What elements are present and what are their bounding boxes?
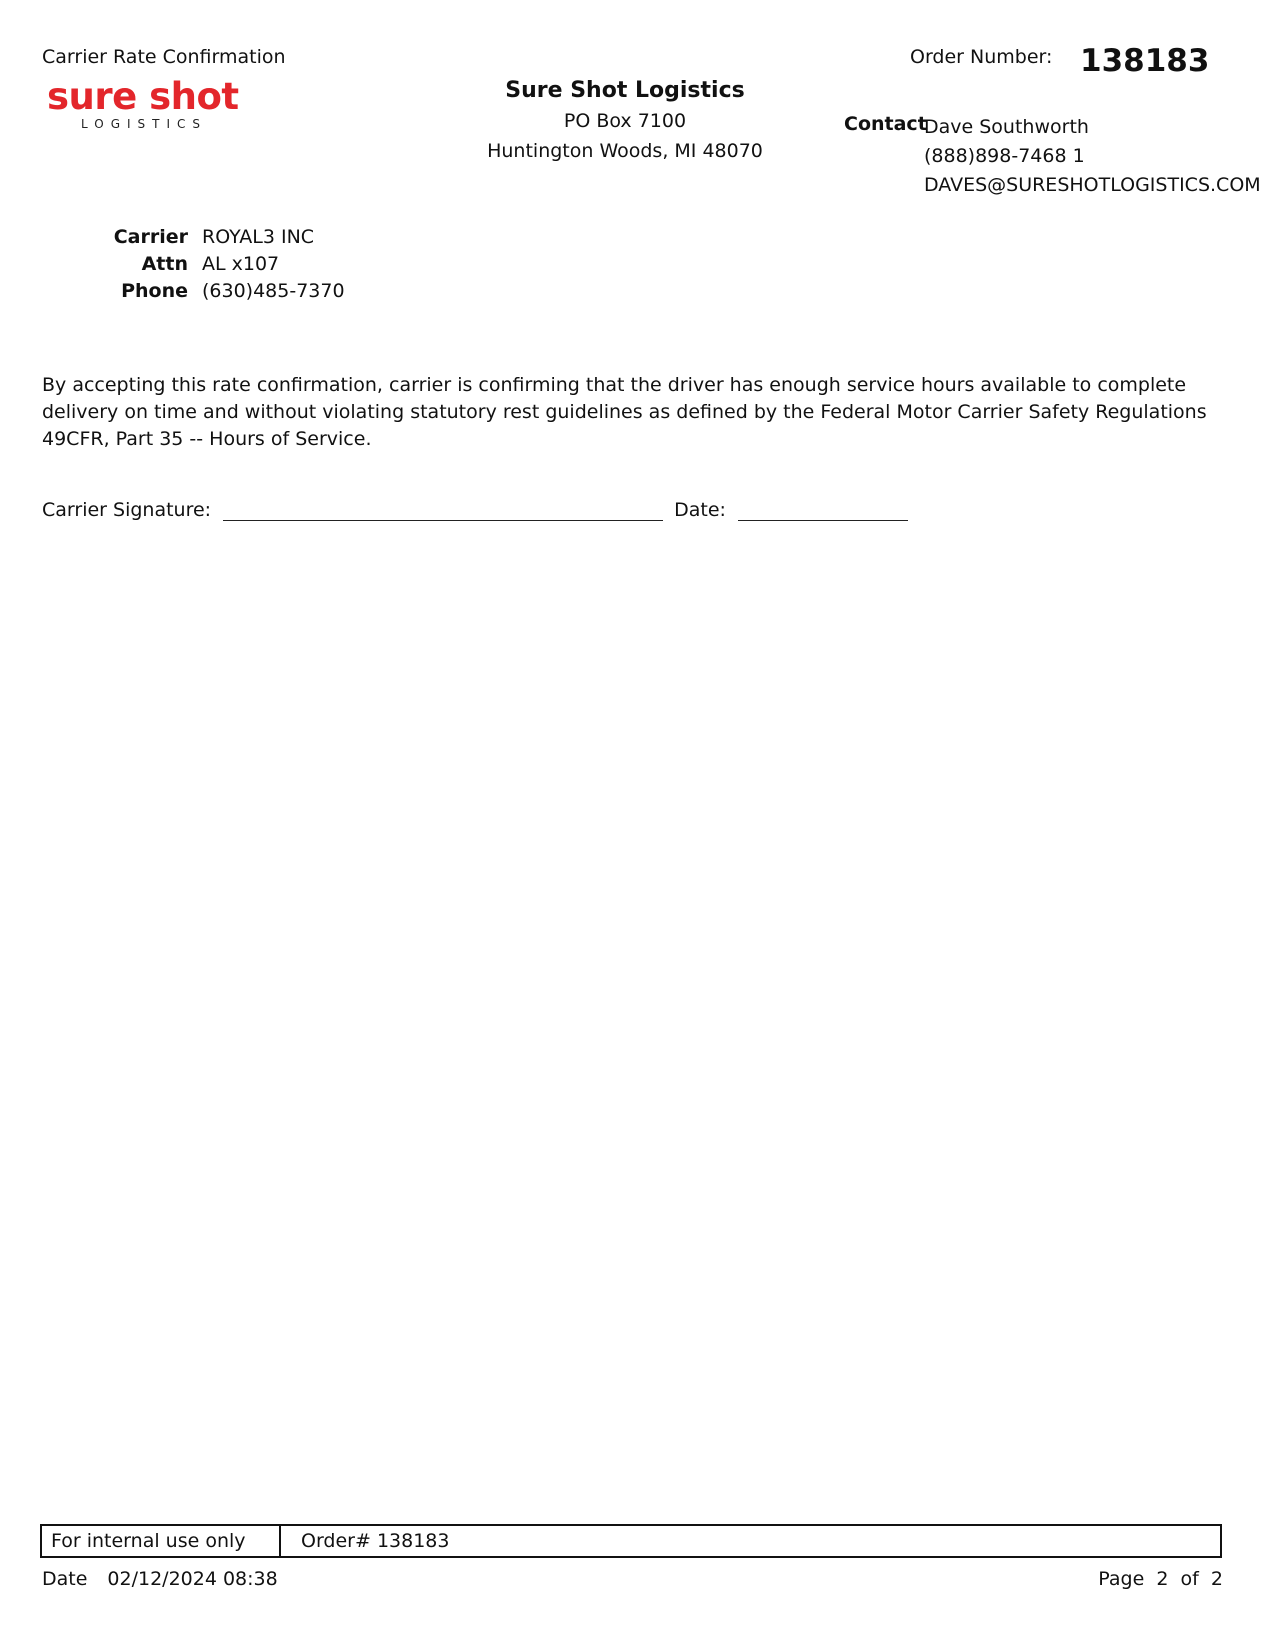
internal-use-box (40, 1524, 1222, 1558)
date-label: Date: (674, 499, 726, 521)
order-number: 138183 (1080, 43, 1210, 79)
phone-value: (630)485-7370 (202, 279, 345, 302)
signature-label: Carrier Signature: (42, 499, 212, 521)
company-name: Sure Shot Logistics (505, 78, 745, 103)
order-number-label: Order Number: (910, 46, 1053, 68)
phone-label: Phone (121, 279, 188, 302)
contact-label: Contact (844, 113, 927, 135)
footer-date-value: 02/12/2024 08:38 (107, 1568, 278, 1590)
contact-name: Dave Southworth (924, 116, 1089, 138)
contact-details (924, 113, 1261, 200)
company-address-line2: Huntington Woods, MI 48070 (487, 140, 763, 162)
carrier-label: Carrier (113, 225, 188, 248)
attn-label: Attn (141, 252, 188, 275)
footer-order-reference: Order# 138183 (301, 1530, 450, 1552)
company-address-line1: PO Box 7100 (563, 110, 687, 132)
footer-date (42, 1568, 278, 1590)
signature-row (42, 499, 908, 521)
contact-email: DAVES@SURESHOTLOGISTICS.COM (924, 174, 1261, 196)
carrier-row (100, 223, 345, 250)
page-indicator: Page 2 of 2 (1098, 1568, 1223, 1590)
company-logo (47, 75, 257, 138)
carrier-info-block (100, 223, 345, 304)
attn-row (100, 250, 345, 277)
document-title: Carrier Rate Confirmation (42, 46, 286, 68)
phone-row (100, 277, 345, 304)
attn-value: AL x107 (202, 252, 280, 275)
internal-use-label: For internal use only (42, 1526, 281, 1556)
logo-wordmark-text: sure shot (47, 75, 239, 118)
contact-phone: (888)898-7468 1 (924, 145, 1085, 167)
logo-subtitle: LOGISTICS (81, 117, 208, 131)
logo-wordmark (47, 75, 257, 118)
carrier-value: ROYAL3 INC (202, 225, 315, 248)
signature-line[interactable] (223, 500, 663, 521)
company-address-block (430, 76, 820, 166)
hours-of-service-notice: By accepting this rate confirmation, carrier is confirming that the driver has enough service hours available to complete delivery on time and without violating statutory rest guidelines as defined by the Federal Motor Carrier Safety Regulations 49CFR, Part 35 -- Hours of Service. (42, 374, 1207, 450)
date-line[interactable] (738, 500, 908, 521)
footer-date-label: Date (42, 1568, 88, 1590)
